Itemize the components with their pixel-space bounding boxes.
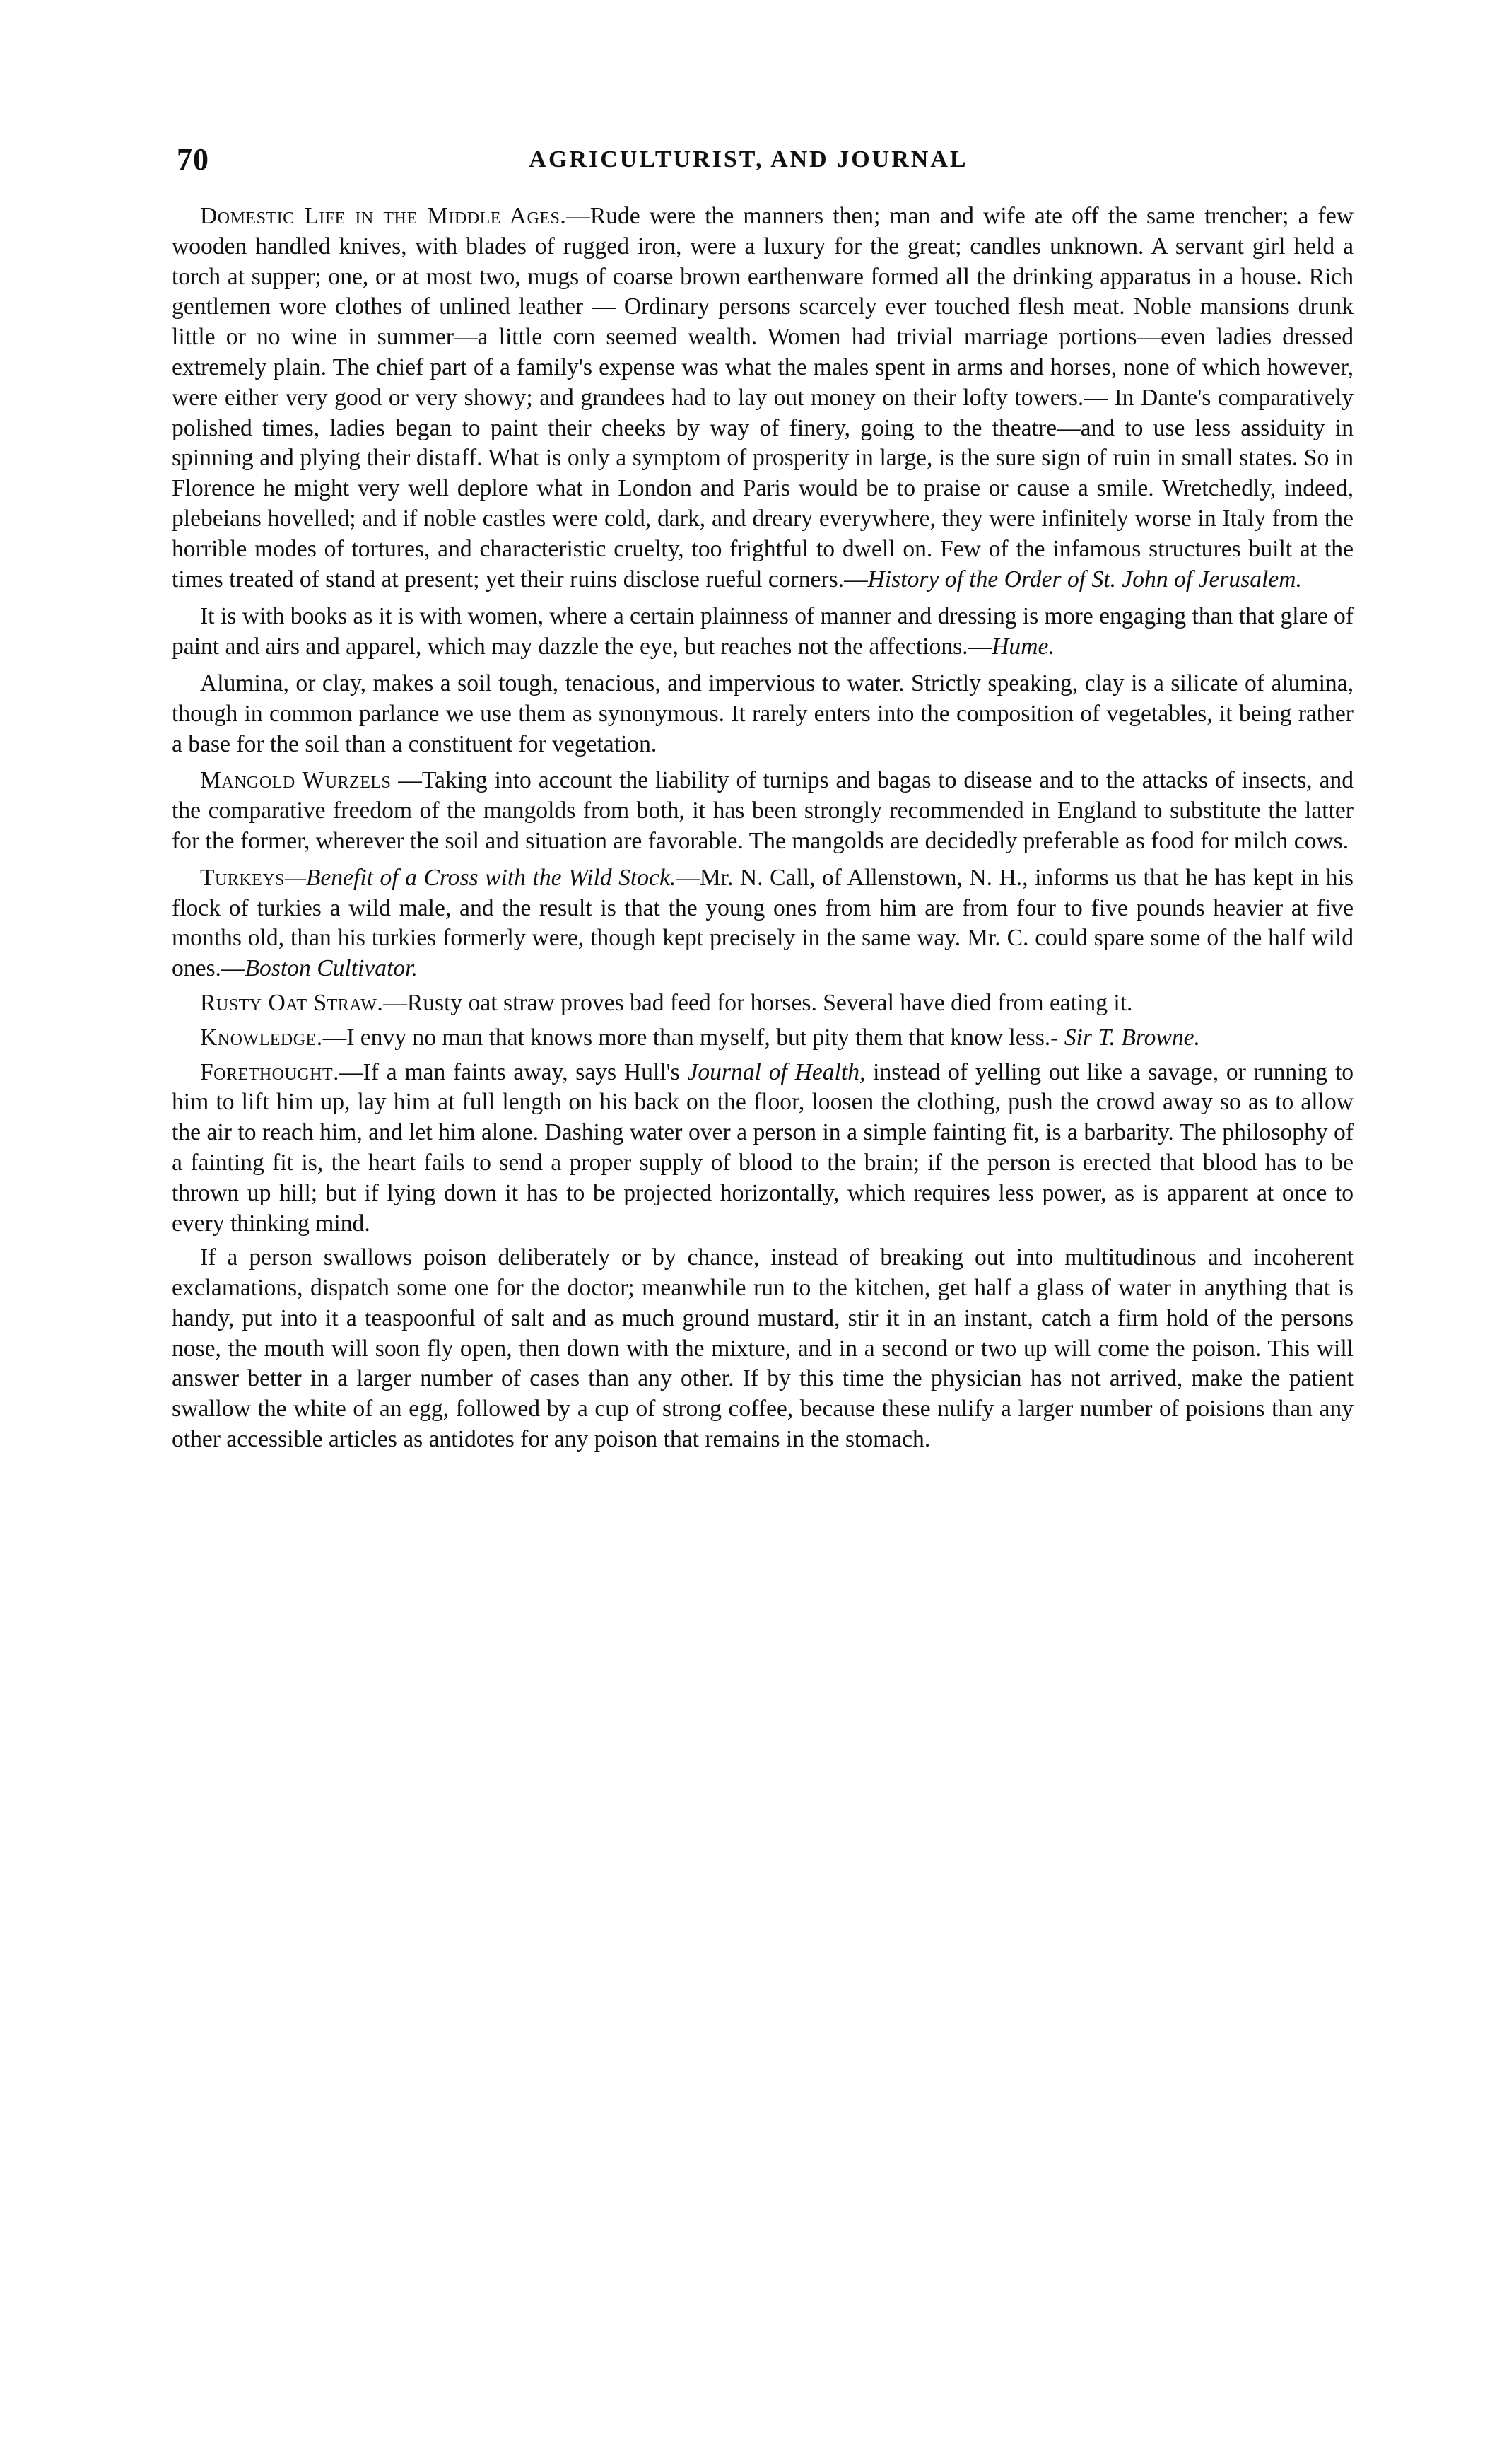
article-source: Hume. — [992, 633, 1055, 660]
article-alumina — [172, 669, 1354, 759]
article-subtitle: —Benefit of a Cross with the Wild Stock. — [285, 864, 676, 891]
article-domestic-life — [172, 202, 1354, 595]
article-heading: Mangold Wurzels — [200, 767, 392, 794]
article-source: History of the Order of St. John of Jerusalem. — [867, 566, 1302, 592]
journal-title: Journal of Health, — [687, 1058, 866, 1085]
article-heading: Rusty Oat Straw. — [200, 989, 384, 1016]
article-rusty-oat-straw — [172, 988, 1354, 1019]
article-mangold-wurzels — [172, 766, 1354, 856]
article-turkeys — [172, 863, 1354, 984]
article-body: —I envy no man that knows more than myself, but pity them that know less.- — [322, 1024, 1064, 1051]
article-forethought — [172, 1058, 1354, 1239]
page-number: 70 — [177, 142, 209, 177]
article-body: If a person swallows poison deliberately or by chance, instead of breaking out into multitudinous and incoherent exclamations, dispatch some one for the doctor; meanwhile run to the kitchen, get half a glass of water in anything that is handy, put into it a teaspoonful of salt and as much ground mustard, stir it in an instant, catch a firm hold of the persons nose, the mouth will soon fly open, then down with the mixture, and in a second or two up will come the poison. This will answer better in a larger number of cases than any other. If by this time the physician has not arrived, make the patient swallow the white of an egg, followed by a cup of strong coffee, because these nulify a larger number of poisions than any other accessible articles as antidotes for any poison that remains in the stomach. — [172, 1244, 1354, 1453]
article-poison — [172, 1243, 1354, 1455]
article-heading: Turkeys — [200, 864, 286, 891]
article-heading: Forethought. — [200, 1058, 340, 1085]
article-source: Sir T. Browne. — [1064, 1024, 1200, 1051]
article-column — [172, 202, 1354, 1461]
article-body: —Rude were the manners then; man and wife ate off the same trencher; a few wooden handled knives, with blades of rugged iron, were a luxury for the great; candles unknown. A servant girl held a torch at supper; one, or at most two, mugs of coarse brown earthenware formed all the drinking apparatus in a house. Rich gentlemen wore clothes of unlined leather — Ordinary persons scarcely ever touched flesh meat. Noble mansions drunk little or no wine in summer—a little corn seemed wealth. Women had trivial marriage portions—even ladies dressed extremely plain. The chief part of a family's expense was what the males spent in arms and horses, none of which however, were either very good or very showy; and grandees had to lay out money on their lofty towers.— In Dante's comparatively polished times, ladies began to paint their cheeks by way of finery, going to the theatre—and to use less assiduity in spinning and plying their distaff. What is only a symptom of prosperity in large, is the sure sign of ruin in small states. So in Florence he might very well deplore what in London and Paris would be to praise or cause a smile. Wretchedly, indeed, plebeians hovelled; and if noble castles were cold, dark, and dreary everywhere, they were infinitely worse in Italy from the horrible modes of tortures, and characteristic cruelty, too frightful to dwell on. Few of the infamous structures built at the times treated of stand at present; yet their ruins disclose rueful corners.— — [172, 203, 1354, 592]
article-heading: Knowledge. — [200, 1024, 323, 1051]
article-books — [172, 602, 1354, 662]
article-body: —If a man faints away, says Hull's — [339, 1058, 688, 1085]
article-knowledge — [172, 1023, 1354, 1053]
article-body: —Taking into account the liability of turnips and bagas to disease and to the attacks of insects, and the comparative freedom of the mangolds from both, it has been strongly recommended in England to substitute the latter for the former, wherever the soil and situation are favorable. The mangolds are decidedly preferable as food for milch cows. — [172, 767, 1354, 854]
article-body: It is with books as it is with women, where a certain plainness of manner and dressing is more engaging than that glare of paint and airs and apparel, which may dazzle the eye, but reaches not the affections.— — [172, 603, 1354, 660]
article-body: —Rusty oat straw proves bad feed for horses. Several have died from eating it. — [383, 989, 1133, 1016]
running-title: AGRICULTURIST, AND JOURNAL — [529, 146, 968, 173]
article-heading: Domestic Life in the Middle Ages. — [200, 203, 567, 229]
article-body: —Mr. N. Call, of Allenstown, N. H., informs us that he has kept in his flock of turkies a wild male, and the result is that the young ones from him are from four to five pounds heavier at five months old, than his turkies formerly were, though kept precisely in the same way. Mr. C. could spare some of the half wild ones.— — [172, 864, 1354, 982]
article-body: Alumina, or clay, makes a soil tough, tenacious, and impervious to water. Strictly speaking, clay is a silicate of alumina, though in common parlance we use them as synonymous. It rarely enters into the composition of vegetables, it being rather a base for the soil than a constituent for vegetation. — [172, 670, 1354, 757]
article-body-continued: instead of yelling out like a savage, or running to him to lift him up, lay him at full length on his back on the floor, loosen the clothing, push the crowd away so as to allow the air to reach him, and let him alone. Dashing water over a person in a simple fainting fit, is a barbarity. The philosophy of a fainting fit is, the heart fails to send a proper supply of blood to the brain; if the person is erected that blood has to be thrown up hill; but if lying down it has to be projected horizontally, which requires less power, as is apparent at once to every thinking mind. — [172, 1058, 1354, 1237]
article-source: Boston Cultivator. — [245, 955, 418, 982]
